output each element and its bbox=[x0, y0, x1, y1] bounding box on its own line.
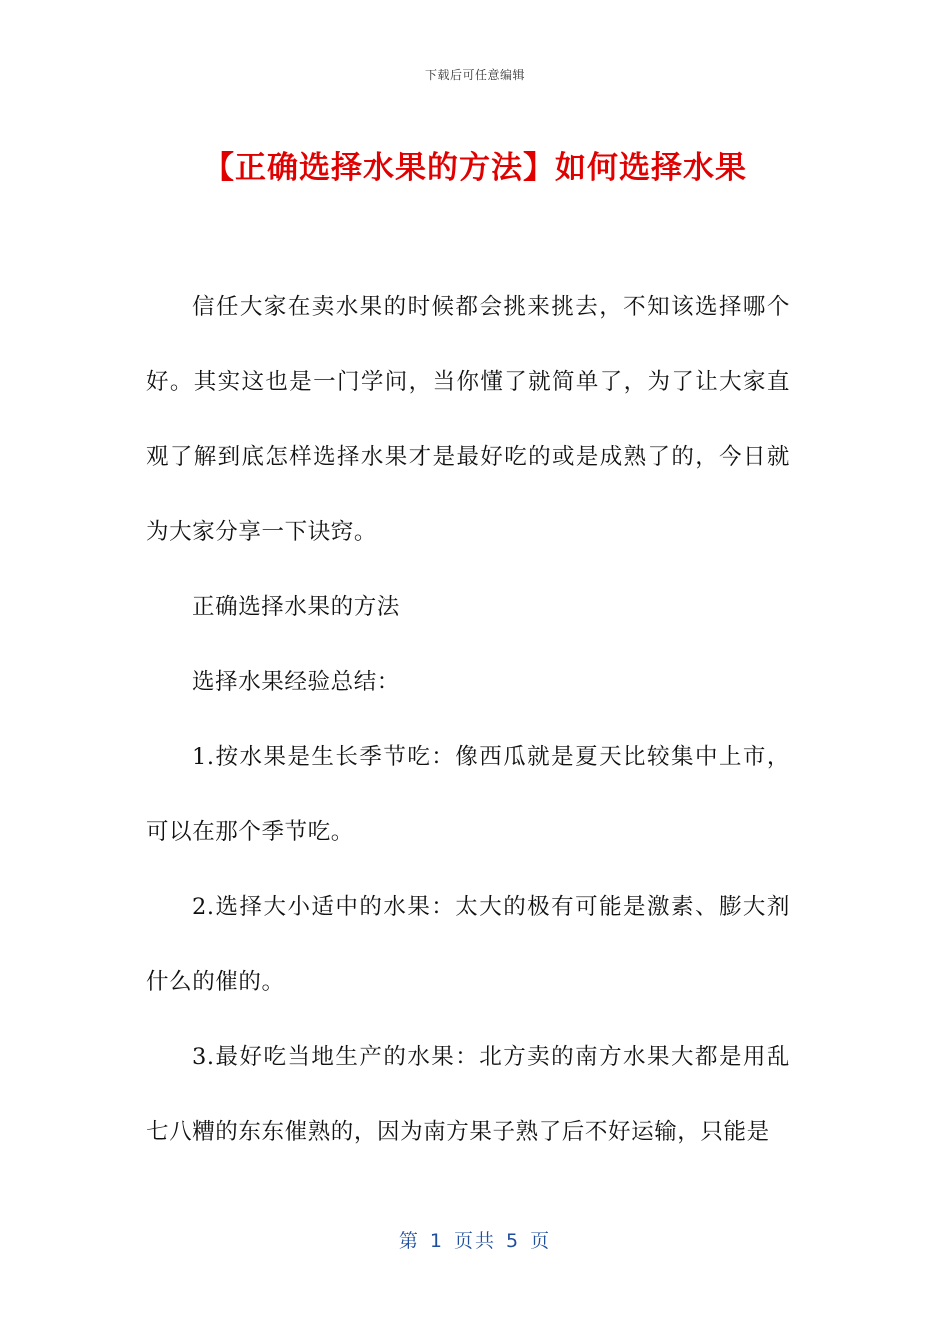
document-body bbox=[146, 270, 790, 1170]
footer-label-page-end: 页 bbox=[530, 1230, 552, 1252]
document-title: 【正确选择水果的方法】如何选择水果 bbox=[203, 150, 747, 186]
paragraph-tip-1: 1.按水果是生长季节吃：像西瓜就是夏天比较集中上市，可以在那个季节吃。 bbox=[146, 744, 790, 845]
footer-label-page: 第 bbox=[398, 1230, 420, 1252]
footer-label-page-of: 页共 bbox=[453, 1230, 496, 1252]
page-footer bbox=[0, 1226, 950, 1253]
footer-total-pages: 5 bbox=[506, 1230, 521, 1252]
header-note: 下载后可任意编辑 bbox=[424, 68, 525, 82]
paragraph-tip-2: 2.选择大小适中的水果：太大的极有可能是激素、膨大剂什么的催的。 bbox=[146, 894, 790, 995]
footer-current-page: 1 bbox=[429, 1230, 444, 1252]
paragraph-tip-3: 3.最好吃当地生产的水果：北方卖的南方水果大都是用乱七八糟的东东催熟的，因为南方果子熟了后不好运输，只能是 bbox=[146, 1044, 790, 1145]
paragraph-intro: 信任大家在卖水果的时候都会挑来挑去，不知该选择哪个好。其实这也是一门学问，当你懂了就简单了，为了让大家直观了解到底怎样选择水果才是最好吃的或是成熟了的，今日就为大家分享一下诀窍。 bbox=[146, 294, 790, 545]
paragraph-section-heading: 正确选择水果的方法 bbox=[192, 594, 400, 620]
paragraph-summary-heading: 选择水果经验总结： bbox=[192, 669, 400, 695]
